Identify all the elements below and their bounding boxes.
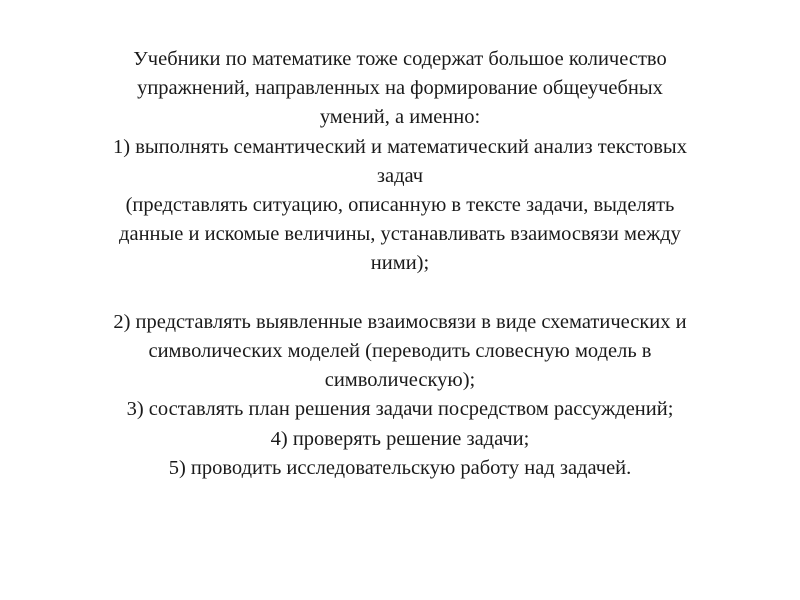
item-1-note-line-3: ними); [370,252,430,275]
slide-text-block [40,45,760,483]
intro-line-3: умений, а именно: [319,106,481,129]
blank-line [40,279,760,308]
item-2-line-2: символических моделей (переводить словесную модель в [148,340,652,363]
item-2-line-3: символическую); [324,369,476,392]
item-5-line: 5) проводить исследовательскую работу над задачей. [168,456,632,479]
item-1-note-line-1: (представлять ситуацию, описанную в тексте задачи, выделять [125,194,675,217]
item-2-line-1: 2) представлять выявленные взаимосвязи в виде схематических и [113,310,687,333]
item-1-note-line-2: данные и искомые величины, устанавливать взаимосвязи между [119,223,681,246]
item-3-line: 3) составлять план решения задачи посредством рассуждений; [126,398,674,421]
intro-line-2: упражнений, направленных на формирование общеучебных [137,77,663,100]
item-1-line-2: задач [376,164,424,187]
item-4-line: 4) проверять решение задачи; [270,427,530,450]
item-1-line-1: 1) выполнять семантический и математический анализ текстовых [113,135,687,158]
intro-line-1: Учебники по математике тоже содержат большое количество [133,48,667,70]
